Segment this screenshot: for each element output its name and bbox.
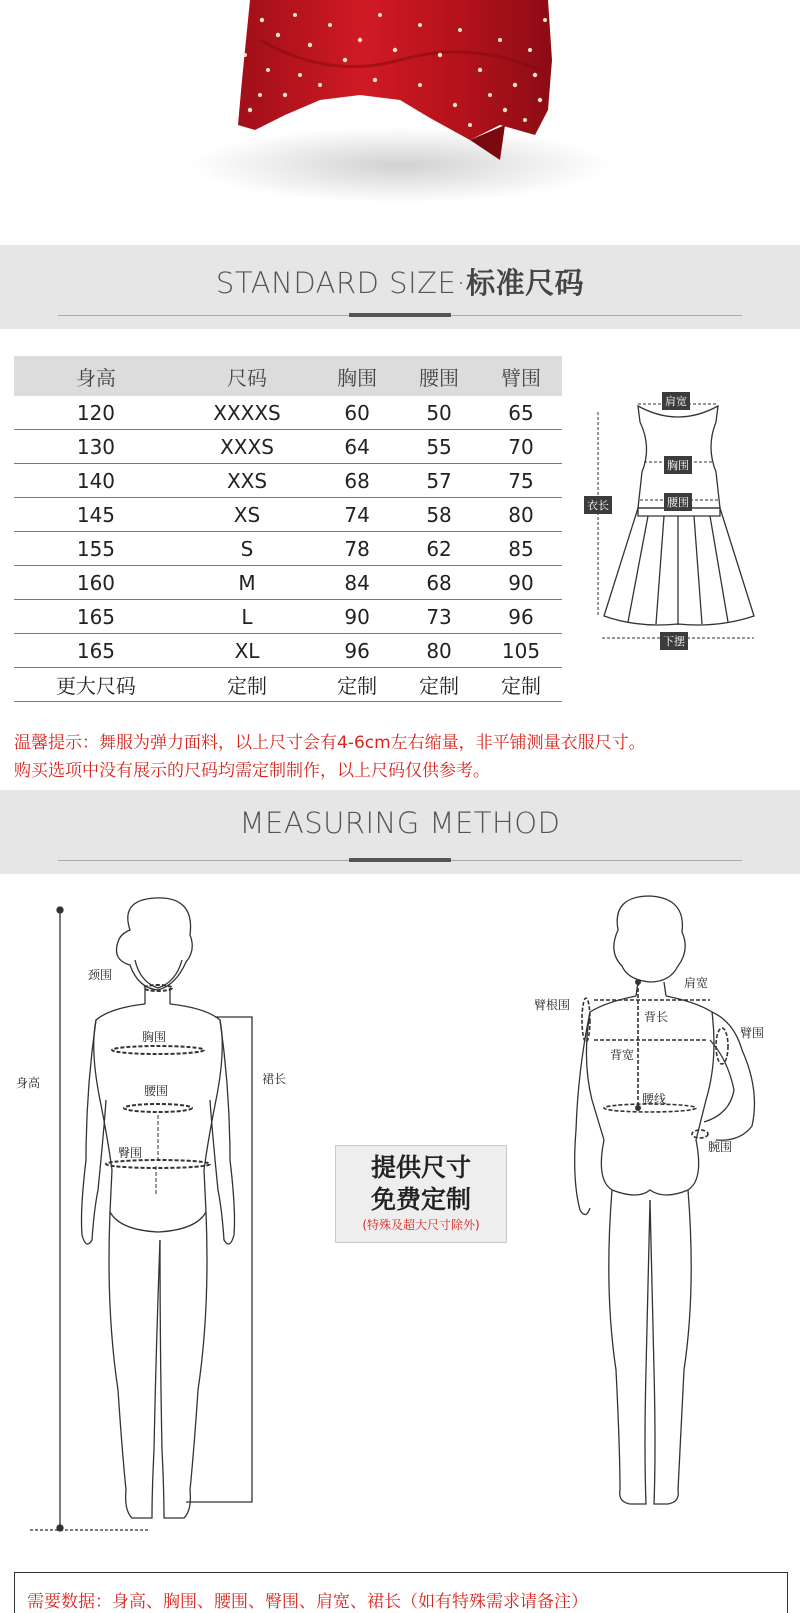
table-row [14, 668, 562, 702]
table-row [14, 498, 562, 532]
section-title [0, 261, 800, 302]
cell-arm: 105 [480, 634, 562, 668]
back-figure [520, 890, 800, 1540]
cell-height: 120 [14, 396, 178, 430]
cell-arm: 70 [480, 430, 562, 464]
header-chest: 胸围 [316, 356, 398, 396]
cell-size: S [178, 532, 316, 566]
label-shoulder: 肩宽 [684, 976, 709, 990]
cell-waist: 62 [398, 532, 480, 566]
custom-line-3: (特殊及超大尺寸除外) [362, 1218, 480, 1232]
table-row [14, 464, 562, 498]
bottom-note-box [14, 1572, 788, 1613]
size-table [14, 356, 562, 702]
label-chest: 胸围 [664, 456, 692, 474]
custom-line-1: 提供尺寸 [370, 1153, 471, 1182]
cell-waist: 68 [398, 566, 480, 600]
cell-arm: 65 [480, 396, 562, 430]
cell-size: XL [178, 634, 316, 668]
table-header-row [14, 356, 562, 396]
label-skirt-length: 裙长 [262, 1072, 287, 1086]
tip-line-2: 购买选项中没有展示的尺码均需定制制作，以上尺码仅供参考。 [14, 761, 490, 781]
cell-height: 165 [14, 634, 178, 668]
cell-arm: 90 [480, 566, 562, 600]
cell-arm: 75 [480, 464, 562, 498]
cell-height: 165 [14, 600, 178, 634]
cell-chest: 68 [316, 464, 398, 498]
label-wrist: 腕围 [708, 1140, 733, 1154]
cell-height: 160 [14, 566, 178, 600]
cell-chest: 96 [316, 634, 398, 668]
standard-size-banner [0, 245, 800, 329]
product-image [0, 0, 800, 245]
cell-waist: 58 [398, 498, 480, 532]
table-row [14, 532, 562, 566]
custom-size-box [335, 1145, 507, 1243]
cell-chest: 60 [316, 396, 398, 430]
table-row [14, 634, 562, 668]
cell-chest: 74 [316, 498, 398, 532]
cell-height: 145 [14, 498, 178, 532]
label-neck: 颈围 [88, 968, 113, 982]
label-armpit: 臂根围 [534, 998, 571, 1012]
cell-size: L [178, 600, 316, 634]
cell-arm: 96 [480, 600, 562, 634]
label-hip: 臀围 [118, 1146, 143, 1160]
cell-arm: 80 [480, 498, 562, 532]
table-row [14, 430, 562, 464]
header-arm: 臂围 [480, 356, 562, 396]
cell-size: XS [178, 498, 316, 532]
table-row [14, 396, 562, 430]
dress-diagram [578, 392, 778, 660]
cell-waist: 73 [398, 600, 480, 634]
cell-size: 定制 [178, 668, 316, 702]
tip-line-1: 温馨提示：舞服为弹力面料，以上尺寸会有4-6cm左右缩量，非平铺测量衣服尺寸。 [14, 733, 646, 753]
cell-chest: 90 [316, 600, 398, 634]
label-hem: 下摆 [660, 632, 688, 650]
cell-height: 140 [14, 464, 178, 498]
measuring-method-banner [0, 790, 800, 874]
label-waist: 腰围 [664, 493, 692, 511]
cell-size: XXXS [178, 430, 316, 464]
divider-accent [349, 858, 451, 862]
cell-chest: 定制 [316, 668, 398, 702]
table-row [14, 566, 562, 600]
label-length: 衣长 [584, 496, 612, 514]
header-height: 身高 [14, 356, 178, 396]
cell-waist: 55 [398, 430, 480, 464]
label-arm: 臂围 [740, 1026, 765, 1040]
cell-size: XXS [178, 464, 316, 498]
table-row [14, 600, 562, 634]
cell-chest: 78 [316, 532, 398, 566]
label-back-length: 背长 [644, 1010, 669, 1024]
cell-arm: 85 [480, 532, 562, 566]
bottom-note-text: 需要数据：身高、胸围、腰围、臀围、肩宽、裙长（如有特殊需求请备注） [27, 1592, 588, 1612]
cell-waist: 50 [398, 396, 480, 430]
front-figure [0, 890, 320, 1540]
label-height: 身高 [16, 1076, 41, 1090]
divider-accent [349, 313, 451, 317]
cell-chest: 84 [316, 566, 398, 600]
section-title-en: STANDARD SIZE· [215, 266, 467, 300]
cell-waist: 定制 [398, 668, 480, 702]
cell-chest: 64 [316, 430, 398, 464]
cell-arm: 定制 [480, 668, 562, 702]
label-back-width: 背宽 [610, 1048, 635, 1062]
cell-size: XXXXS [178, 396, 316, 430]
label-chest: 胸围 [142, 1030, 167, 1044]
cell-waist: 57 [398, 464, 480, 498]
cell-height: 155 [14, 532, 178, 566]
cell-size: M [178, 566, 316, 600]
header-size: 尺码 [178, 356, 316, 396]
label-waistline: 腰线 [642, 1092, 667, 1106]
section-title-en: MEASURING METHOD [239, 806, 561, 840]
label-shoulder: 肩宽 [662, 392, 690, 410]
cell-waist: 80 [398, 634, 480, 668]
cell-height: 130 [14, 430, 178, 464]
label-waist: 腰围 [144, 1084, 169, 1098]
cell-height: 更大尺码 [14, 668, 178, 702]
custom-line-2: 免费定制 [370, 1185, 471, 1214]
header-waist: 腰围 [398, 356, 480, 396]
section-title [0, 806, 800, 840]
section-title-cn: 标准尺码 [466, 266, 585, 300]
